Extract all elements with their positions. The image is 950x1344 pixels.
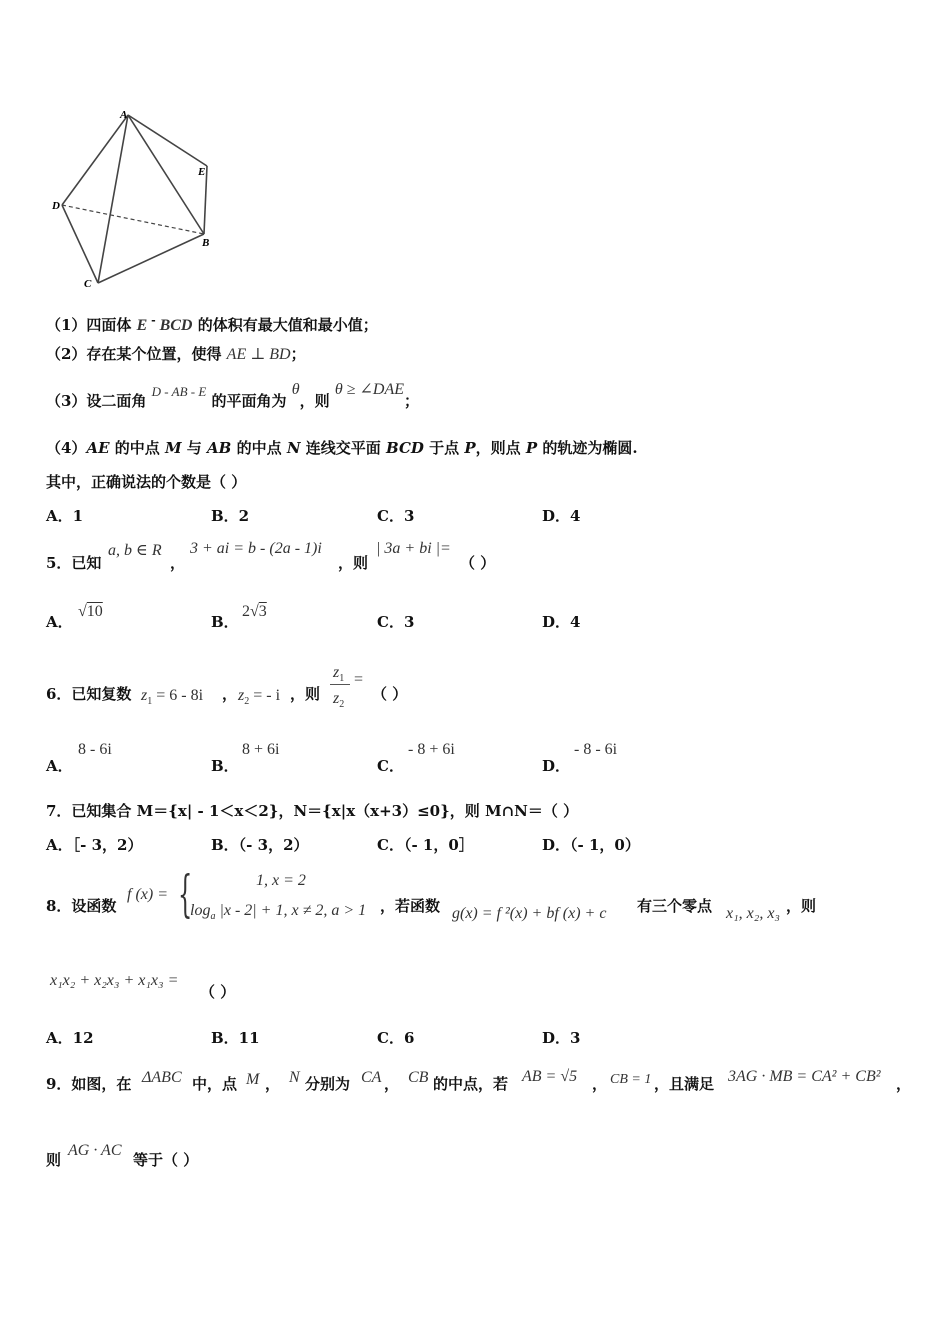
q9-line2-suffix: 等于（ ） [133,1151,199,1169]
text: 5．已知 [46,554,102,572]
q7-option-b[interactable]: B．（- 3，2） [211,836,309,854]
math: AE ⊥ BD [226,346,291,363]
q4-statement-1 [46,311,378,336]
text: ，则 [299,392,335,410]
q8-case-1: 1, x = 2 [256,872,306,889]
edge-DC [62,205,98,283]
q5-option-a-value: √10 [78,603,103,620]
q6-option-c[interactable]: C． [377,757,404,775]
q5-sep: ， [170,554,186,572]
text: 的轨迹为椭圆. [537,439,638,457]
tetrahedron-figure [40,100,230,300]
q8-gx: g(x) = f ²(x) + bf (x) + c [452,905,607,922]
coefficient: 2 [242,603,250,620]
math: z [238,687,245,704]
q9-CB: CB [408,1069,429,1086]
q9-CA: CA [361,1069,382,1086]
math: BCD [385,439,424,457]
label-B: B [202,237,210,249]
text: 的体积有最大值和最小值； [192,316,378,334]
q9-c1: ， [265,1075,281,1093]
q6-z2 [238,685,280,707]
q6-option-d[interactable]: D． [542,757,571,775]
q9-M: M [246,1071,260,1088]
math: θ ≥ ∠DAE [334,381,405,398]
q8-then: ，则 [786,897,817,915]
q8-option-a[interactable]: A．12 [46,1029,94,1047]
q5-stem [46,553,101,573]
q9-expr: AG · AC [68,1142,122,1159]
text: - [147,314,160,327]
math: AB [207,439,232,457]
math: N [286,439,301,457]
subscript: a [210,911,216,922]
label-D: D [52,200,60,212]
text: （3）设二面角 [46,392,152,410]
q5-paren: （ ） [460,554,496,572]
q8-paren: （ ） [200,983,236,1001]
q4-statement-2 [46,344,306,365]
edge-DB-hidden [62,205,204,234]
q8-piecewise-brace: { [178,865,193,923]
subscript: 2 [244,696,250,707]
text: （4） [46,439,87,457]
subscript: 1 [147,696,153,707]
text: 的中点 [231,439,287,457]
q5-option-c[interactable]: C．3 [377,613,415,631]
q6-option-c-value: - 8 + 6i [408,741,455,758]
q4-statement-4 [46,438,638,458]
math: = 6 - 8i [152,687,204,704]
label-A: A [120,109,128,121]
text: （1）四面体 [46,316,137,334]
edge-AC [98,115,128,283]
text: 的中点 [109,439,165,457]
q6-fraction-bar [330,684,350,685]
math: z [333,690,340,707]
math: BCD [159,317,193,334]
text: 连线交平面 [300,439,386,457]
option-letter: A． [46,613,73,631]
q8-sum-expr: x₁x₂ + x₂x₃ + x₁x₃ = [50,972,179,989]
q7-option-d[interactable]: D．（- 1，0） [542,836,640,854]
q9-equation: 3AG · MB = CA² + CB² [728,1068,881,1085]
option-letter: B． [211,613,239,631]
q5-option-a[interactable] [46,612,73,632]
q6-paren: （ ） [372,685,408,703]
q8-option-b[interactable]: B．11 [211,1029,260,1047]
q4-statement-3 [46,381,420,412]
q9-c3: ， [592,1075,608,1093]
label-E: E [198,166,206,178]
q4-option-d[interactable]: D．4 [542,507,581,525]
q9-N: N [289,1069,300,1086]
q7-option-a[interactable]: A．［- 3，2） [46,836,143,854]
q9-mid4: ，且满足 [654,1075,715,1093]
math: |x - 2| + 1, x ≠ 2, a > 1 [215,902,367,919]
edge-CB [98,234,204,283]
q5-expr: | 3a + bi |= [376,540,451,557]
q8-mid: ，若函数 [380,897,441,915]
q6-option-a[interactable]: A． [46,757,73,775]
text: ，则点 [475,439,526,457]
q4-option-c[interactable]: C．3 [377,507,415,525]
subscript: 2 [339,699,345,710]
q5-option-b[interactable] [211,612,239,632]
q6-option-d-value: - 8 - 6i [574,741,618,758]
q5-then: ，则 [338,554,369,572]
q4-option-b[interactable]: B．2 [211,507,250,525]
q8-zeros: x₁, x₂, x₃ [726,905,780,922]
q6-stem: 6．已知复数 [46,685,132,703]
q8-case-2 [190,900,366,922]
q8-option-c[interactable]: C．6 [377,1029,415,1047]
radicand: 10 [86,603,103,620]
math: z [333,664,340,681]
q4-stem: 其中，正确说法的个数是（ ） [46,473,247,491]
q6-z1 [141,685,203,707]
q8-fx: f (x) = [127,886,168,903]
q9-CB-eq: CB = 1 [610,1072,652,1087]
q9-c4: ， [896,1075,912,1093]
q9-mid2: 分别为 [305,1075,351,1093]
q6-comma: ， [222,685,238,703]
math: D - AB - E [151,384,207,399]
q7-stem: 7．已知集合 M＝{x| - 1＜x＜2}，N＝{x|x（x+3）≤0}，则 M∩N＝（ ） [46,802,579,820]
q8-stem: 8．设函数 [46,897,117,915]
q5-cond2: 3 + ai = b - (2a - 1)i [190,540,322,557]
text: （2）存在某个位置，使得 [46,345,227,363]
math: log [190,902,211,919]
q6-eq: = [354,671,364,688]
math: θ [291,381,300,398]
math: AE [86,439,110,457]
math: z [141,687,148,704]
math: P [525,439,538,457]
q8-mid2: 有三个零点 [637,897,713,915]
q5-option-d[interactable]: D．4 [542,613,581,631]
q9-AB: AB = √5 [522,1068,578,1085]
radicand: 3 [258,603,267,620]
q6-fraction-den [333,688,344,710]
q7-option-c[interactable]: C．（- 1，0］ [377,836,474,854]
q6-option-b-value: 8 + 6i [242,741,280,758]
math: P [464,439,476,457]
edge-AD [62,115,128,205]
math: E [136,317,148,334]
q6-option-a-value: 8 - 6i [78,741,112,758]
subscript: 1 [339,673,345,684]
q6-fraction-num [333,662,344,684]
text: 于点 [423,439,465,457]
text: ； [404,392,420,410]
math: M [164,439,182,457]
q5-cond1: a, b ∈ R [108,542,162,559]
text: ； [290,345,306,363]
q6-then: ，则 [290,685,321,703]
text: 与 [181,439,208,457]
q9-mid3: 的中点，若 [433,1075,509,1093]
edge-AB [128,115,204,234]
q5-option-b-value: 2√3 [242,603,267,620]
q8-option-d[interactable]: D．3 [542,1029,581,1047]
q9-stem: 9．如图，在 [46,1075,132,1093]
edge-AE [128,115,207,166]
label-C: C [84,278,92,290]
math: = - i [249,687,281,704]
q9-c2: ， [384,1075,400,1093]
q9-mid1: 中，点 [192,1075,238,1093]
q9-triangle: ΔABC [142,1069,182,1086]
q6-option-b[interactable]: B． [211,757,239,775]
q4-option-a[interactable]: A．1 [46,507,84,525]
text: 的平面角为 [206,392,292,410]
q9-line2-prefix: 则 [46,1151,62,1169]
